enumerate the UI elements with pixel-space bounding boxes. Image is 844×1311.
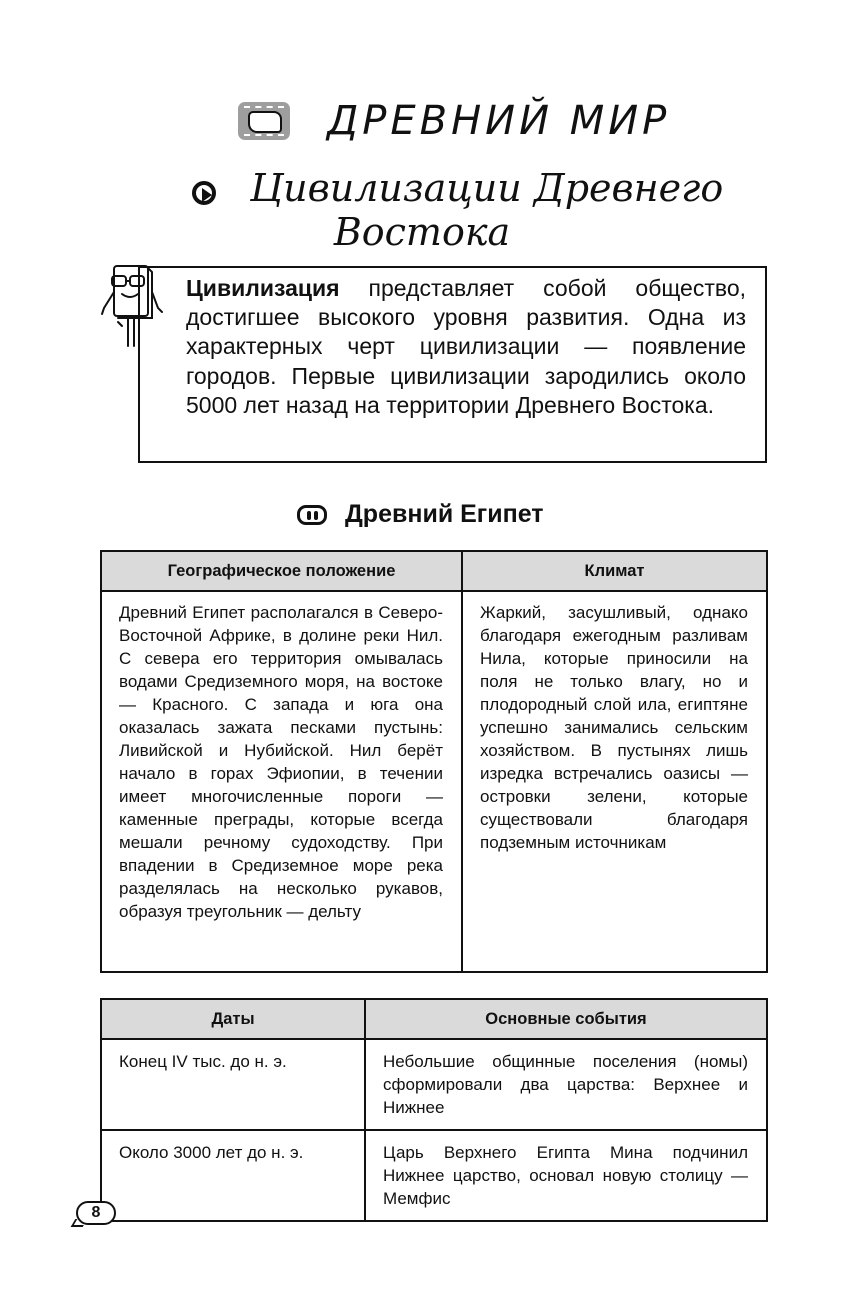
column-header: Даты: [101, 999, 365, 1039]
table-cell-date: Конец IV тыс. до н. э.: [101, 1039, 365, 1130]
table-cell: Древний Египет располагался в Северо-Восточной Африке, в долине реки Нил. С севера его территория омывалась водами Средиземного моря, на востоке — Красного. С запада и юга она оказалась зажата песками пустынь: Ливийской и Нубийской. Нил берёт начало в горах Эфиопии, в течении имеет многочисленные пороги — каменные преграды, которые всегда мешали речному судоходству. При впадении в Средиземное море река разделялась на несколько рукавов, образуя треугольник — дельту: [101, 591, 462, 972]
events-table: [100, 998, 768, 1222]
section-title-line2: Востока: [333, 210, 511, 254]
column-header: Климат: [462, 551, 767, 591]
table-cell: Жаркий, засушливый, однако благодаря ежегодным разливам Нила, которые приносили на поля не только влагу, но и плодородный слой ила, египтяне успешно занимались сельским хозяйством. В пустынях лишь изредка встречались оазисы — островки зелени, которые существовали благодаря подземным источникам: [462, 591, 767, 972]
geography-climate-table: [100, 550, 768, 973]
table-row: [101, 591, 767, 972]
table-header-row: [101, 551, 767, 591]
table-row: [101, 1130, 767, 1221]
definition-term: Цивилизация: [186, 275, 340, 301]
chapter-header: [0, 98, 844, 148]
page-number: 8: [76, 1201, 116, 1225]
pause-pill-icon: [297, 505, 327, 525]
definition-box: [138, 266, 767, 463]
column-header: Основные события: [365, 999, 767, 1039]
papyrus-scroll-icon: [238, 102, 290, 140]
table-cell-date: Около 3000 лет до н. э.: [101, 1130, 365, 1221]
table-header-row: [101, 999, 767, 1039]
table-cell-event: Царь Верхнего Египта Мина подчинил Нижнее царство, основал новую столицу — Мемфис: [365, 1130, 767, 1221]
table-cell-event: Небольшие общинные поселения (номы) сформировали два царства: Верхнее и Нижнее: [365, 1039, 767, 1130]
table-row: [101, 1039, 767, 1130]
column-header: Географическое положение: [101, 551, 462, 591]
chapter-title: ДРЕВНИЙ МИР: [327, 98, 671, 144]
play-circle-icon: [192, 181, 216, 205]
definition-body: представляет собой общество, достигшее высокого уровня развития. Одна из характерных черт цивилизации — появление городов. Первые цивилизации зародились около 5000 лет назад на территории Древнего Востока.: [186, 275, 746, 418]
definition-text: [186, 274, 746, 420]
subsection-header: [0, 500, 844, 534]
section-title-line1: Цивилизации Древнего: [250, 166, 724, 210]
subsection-title: Древний Египет: [345, 500, 544, 528]
